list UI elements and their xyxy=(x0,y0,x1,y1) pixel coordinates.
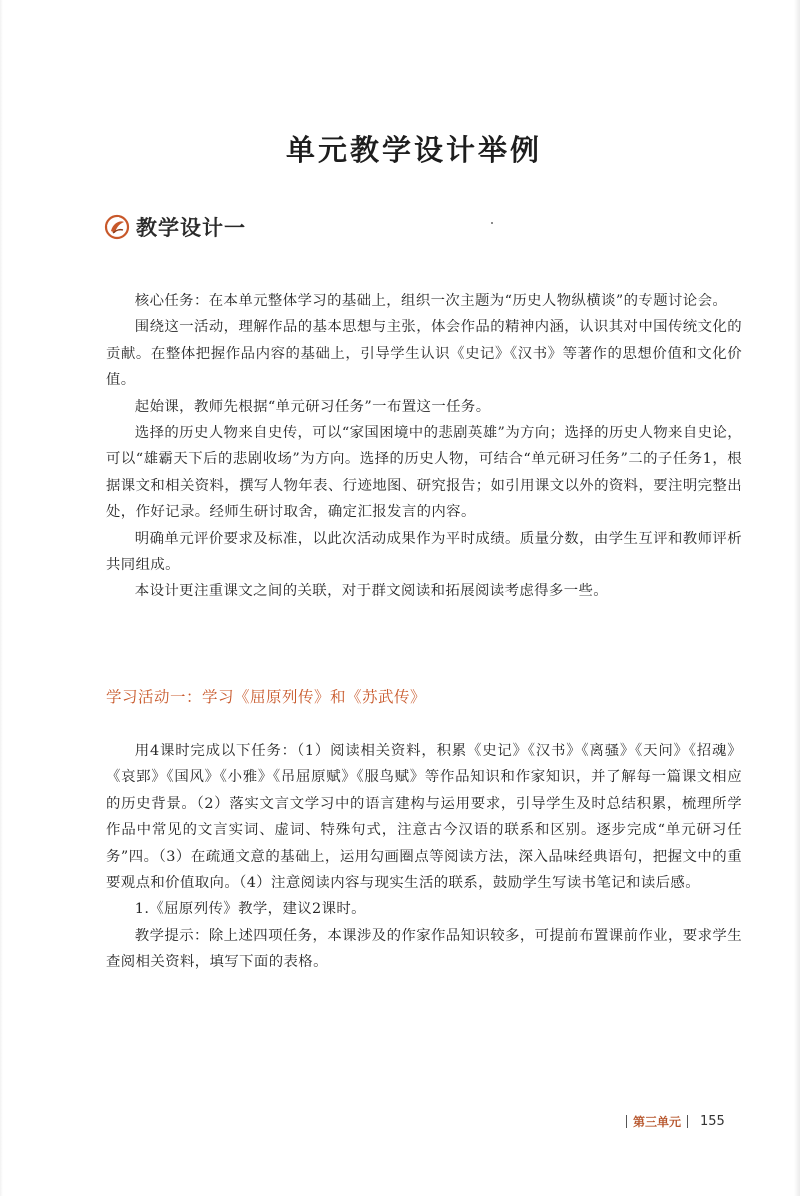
paragraph: 核心任务：在本单元整体学习的基础上，组织一次主题为“历史人物纵横谈”的专题讨论会。 xyxy=(134,293,728,309)
footer-divider xyxy=(687,1115,688,1128)
swirl-leaf-icon xyxy=(104,214,130,240)
page-footer xyxy=(620,1113,725,1130)
paragraph: 选择的历史人物来自史传，可以“家国困境中的悲剧英雄”为方向；选择的历史人物来自史论，可以“雄霸天下后的悲剧收场”为方向。选择的历史人物，可结合“单元研习任务”二的子任务1，根据课文和相关资料，撰写人物年表、行迹地图、研究报告；如引用课文以外的资料，要注明完整出处，作好记录。经师生研讨取舍，确定汇报发言的内容。 xyxy=(106,425,742,521)
activity-title: 学习活动一：学习《屈原列传》和《苏武传》 xyxy=(106,688,427,706)
scan-speck xyxy=(491,222,493,224)
paragraph: 起始课，教师先根据“单元研习任务”一布置这一任务。 xyxy=(134,398,491,415)
intro-text xyxy=(106,288,742,605)
section-heading xyxy=(104,212,246,242)
page-number: 155 xyxy=(700,1114,725,1129)
unit-label: 第三单元 xyxy=(633,1115,682,1129)
paragraph: 教学提示：除上述四项任务，本课涉及的作家作品知识较多，可提前布置课前作业，要求学生查阅相关资料，填写下面的表格。 xyxy=(106,927,742,971)
page-title: 单元教学设计举例 xyxy=(285,133,542,167)
footer-divider xyxy=(626,1115,627,1128)
paragraph: 用4课时完成以下任务：（1）阅读相关资料，积累《史记》《汉书》《离骚》《天问》《招魂》《哀郢》《国风》《小雅》《吊屈原赋》《服鸟赋》等作品知识和作家知识，并了解每一篇课文相应的历史背景。（2）落实文言文学习中的语言建构与运用要求，引导学生及时总结积累，梳理所学作品中常见的文言实词、虚词、特殊句式，注意古今汉语的联系和区别。逐步完成“单元研习任务”四。（3）在疏通文意的基础上，运用勾画圈点等阅读方法，深入品味经典语句，把握文中的重要观点和价值取向。（4）注意阅读内容与现实生活的联系，鼓励学生写读书笔记和读后感。 xyxy=(106,743,742,892)
section-title: 教学设计一 xyxy=(136,216,246,240)
paragraph: 1.《屈原列传》教学，建议2课时。 xyxy=(134,901,366,918)
paragraph: 明确单元评价要求及标准，以此次活动成果作为平时成绩。质量分数，由学生互评和教师评析共同组成。 xyxy=(106,530,742,574)
paragraph: 围绕这一活动，理解作品的基本思想与主张，体会作品的精神内涵，认识其对中国传统文化的贡献。在整体把握作品内容的基础上，引导学生认识《史记》《汉书》等著作的思想价值和文化价值。 xyxy=(106,319,742,389)
scan-edge-left xyxy=(0,0,3,1196)
scan-edge-right xyxy=(794,0,800,1196)
paragraph: 本设计更注重课文之间的关联，对于群文阅读和拓展阅读考虑得多一些。 xyxy=(134,583,609,600)
activity-text xyxy=(106,738,742,976)
